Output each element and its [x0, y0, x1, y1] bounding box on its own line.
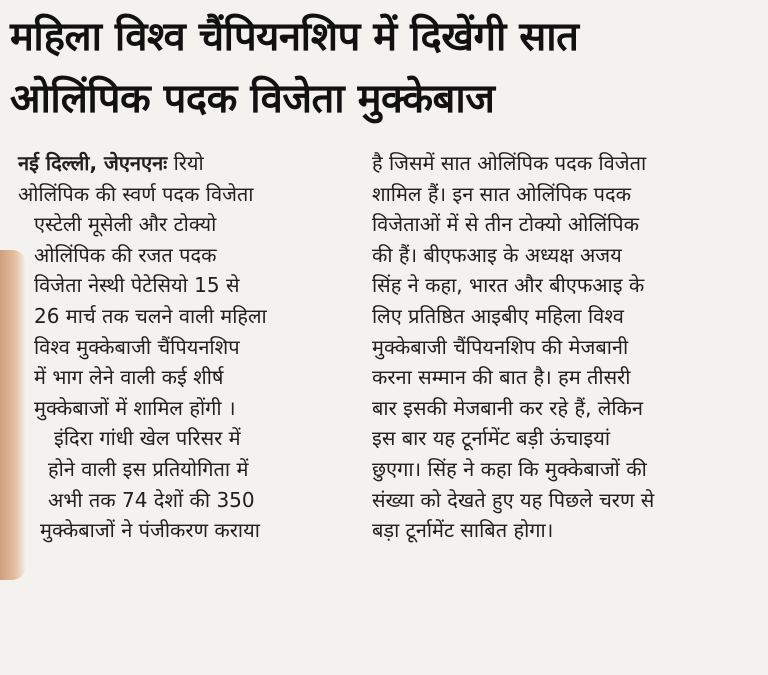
column-line: होने वाली इस प्रतियोगिता में	[48, 456, 249, 481]
article-column-right	[372, 148, 760, 546]
column-line: इंदिरा गांधी खेल परिसर में	[54, 426, 241, 451]
column-line: विजेता नेस्थी पेटेसियो 15 से	[34, 273, 240, 298]
column-line: बड़ा टूर्नामेंट साबित होगा।	[372, 518, 554, 543]
headline-line-1: महिला विश्व चैंपियनशिप में दिखेंगी सात	[10, 14, 579, 60]
headline-line-2: ओलिंपिक पदक विजेता मुक्केबाज	[10, 76, 495, 122]
column-line: मुक्केबाजों ने पंजीकरण कराया	[40, 518, 260, 543]
column-line: मुक्केबाजी चैंपियनशिप की मेजबानी	[372, 334, 629, 359]
article-column-left	[18, 148, 353, 546]
column-line: की हैं। बीएफआइ के अध्यक्ष अजय	[372, 242, 622, 267]
column-line: ओलिंपिक की रजत पदक	[34, 242, 217, 267]
column-line: छुएगा। सिंह ने कहा कि मुक्केबाजों की	[372, 456, 647, 481]
column-line: अभी तक 74 देशों की 350	[48, 487, 255, 512]
column-line: में भाग लेने वाली कई शीर्ष	[34, 365, 224, 390]
column-line: सिंह ने कहा, भारत और बीएफआइ के	[372, 273, 645, 298]
column-line: शामिल हैं। इन सात ओलिंपिक पदक	[372, 181, 631, 206]
column-line: संख्या को देखते हुए यह पिछले चरण से	[372, 487, 655, 512]
column-line: लिए प्रतिष्ठित आइबीए महिला विश्व	[372, 303, 624, 328]
column-line: करना सम्मान की बात है। हम तीसरी	[372, 365, 631, 390]
column-line: 26 मार्च तक चलने वाली महिला	[34, 303, 267, 328]
column-line: विश्व मुक्केबाजी चैंपियनशिप	[34, 334, 240, 359]
column-line: इस बार यह टूर्नामेंट बड़ी ऊंचाइयां	[372, 426, 611, 451]
column-line: ओलिंपिक की स्वर्ण पदक विजेता	[18, 181, 254, 206]
column-line: मुक्केबाजों में शामिल होंगी ।	[34, 395, 236, 420]
article-headline	[10, 6, 760, 130]
dateline: नई दिल्ली, जेएनएनः	[18, 151, 168, 175]
column-line: है जिसमें सात ओलिंपिक पदक विजेता	[372, 151, 647, 175]
column-line: विजेताओं में से तीन टोक्यो ओलिंपिक	[372, 212, 639, 237]
column-line: बार इसकी मेजबानी कर रहे हैं, लेकिन	[372, 395, 644, 420]
column-line	[18, 148, 353, 179]
column-line-text: रियो	[167, 151, 204, 175]
column-line: एस्टेली मूसेली और टोक्यो	[34, 212, 217, 237]
